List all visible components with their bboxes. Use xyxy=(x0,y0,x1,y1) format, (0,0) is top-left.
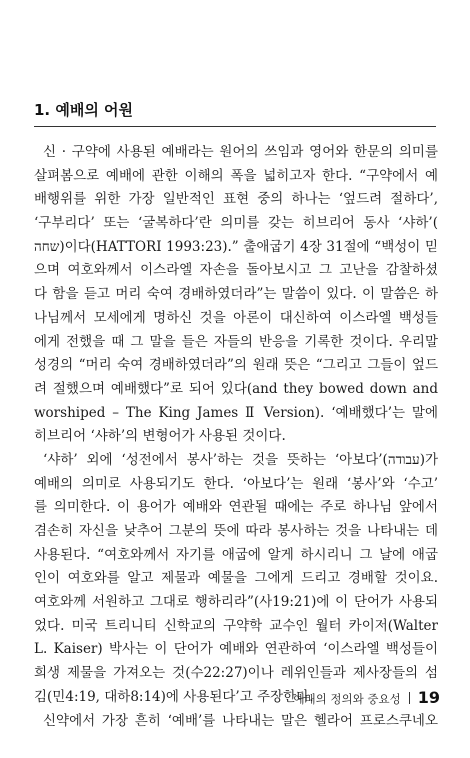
text-line: L. Kaiser) 박사는 이 단어가 예배와 연관하여 ‘이스라엘 백성들이 xyxy=(34,641,438,658)
text-line: ‘샤하’ 외에 ‘성전에서 봉사’하는 것을 뜻하는 ‘아보다’(עבודה)가 xyxy=(43,451,438,468)
running-title: 예배의 정의와 중요성 xyxy=(293,692,401,706)
text-line: 여호와께 서원하고 그대로 행하리라”(사19:21)에 이 단어가 사용되 xyxy=(34,594,438,611)
text-line: 를 의미한다. 이 용어가 예배와 연관될 때에는 주로 하나님 앞에서 xyxy=(34,499,438,516)
text-line: 인이 여호와를 알고 제물과 예물을 그에게 드리고 경배할 것이요. xyxy=(34,570,438,587)
text-line: 사용된다. “여호와께서 자기를 애굽에 알게 하시리니 그 날에 애굽 xyxy=(34,546,438,563)
text-line: שחה)이다(HATTORI 1993:23).” 출애굽기 4장 31절에 “백성이 믿 xyxy=(34,238,438,255)
text-line: 예배의 의미로 사용되기도 한다. ‘아보다’는 원래 ‘봉사’와 ‘수고’ xyxy=(34,475,438,492)
page-footer xyxy=(293,688,440,707)
section-heading: 1. 예배의 어원 xyxy=(34,101,134,119)
text-line: 신약에서 가장 흔히 ‘예배’를 나타내는 말은 헬라어 프로스쿠네오 xyxy=(43,712,438,729)
text-line: 겸손히 자신을 낮추어 그분의 뜻에 따라 봉사하는 것을 나타내는 데 xyxy=(34,523,438,539)
body-paragraphs xyxy=(34,141,438,733)
text-line: 에게 전했을 때 그 말을 들은 자들의 반응을 기록한 것이다. 우리말 xyxy=(34,333,438,350)
text-line: 으며 여호와께서 이스라엘 자손을 돌아보시고 그 고난을 감찰하셨 xyxy=(34,262,438,279)
text-line: worshiped – The King James Ⅱ Version). ‘예배했다’는 말에 xyxy=(34,404,438,421)
text-line: ‘구부리다’ 또는 ‘굴복하다’란 의미를 갖는 히브리어 동사 ‘샤하’( xyxy=(34,215,438,232)
text-line: 나님께서 모세에게 명하신 것을 아론이 대신하여 이스라엘 백성들 xyxy=(34,309,438,326)
page-number: 19 xyxy=(417,688,440,707)
text-line: 었다. 미국 트리니티 신학교의 구약학 교수인 월터 카이저(Walter xyxy=(34,617,438,634)
text-line: 려 절했으며 예배했다”로 되어 있다(and they bowed down and xyxy=(34,380,438,397)
text-line: 배행위를 위한 가장 일반적인 표현 중의 하나는 ‘엎드려 절하다’, xyxy=(34,191,438,208)
heading-divider xyxy=(34,126,436,127)
text-line: 희생 제물을 가져오는 것(수22:27)이나 레위인들과 제사장들의 섬 xyxy=(34,665,438,682)
text-line: 신 · 구약에 사용된 예배라는 원어의 쓰임과 영어와 한문의 의미를 xyxy=(43,144,438,160)
text-line: 성경의 “머리 숙여 경배하였더라”의 원래 뜻은 “그리고 그들이 엎드 xyxy=(34,357,438,374)
text-line: 살펴봄으로 예배에 관한 이해의 폭을 넓히고자 한다. “구약에서 예 xyxy=(34,167,438,184)
text-line: 히브리어 ‘샤하’의 변형어가 사용된 것이다. xyxy=(34,428,286,445)
text-line: 다 함을 듣고 머리 숙여 경배하였더라”는 말씀이 있다. 이 말씀은 하 xyxy=(34,286,438,303)
text-line: 김(민4:19, 대하8:14)에 사용된다’고 주장한다. xyxy=(34,688,314,705)
footer-divider xyxy=(409,692,410,704)
